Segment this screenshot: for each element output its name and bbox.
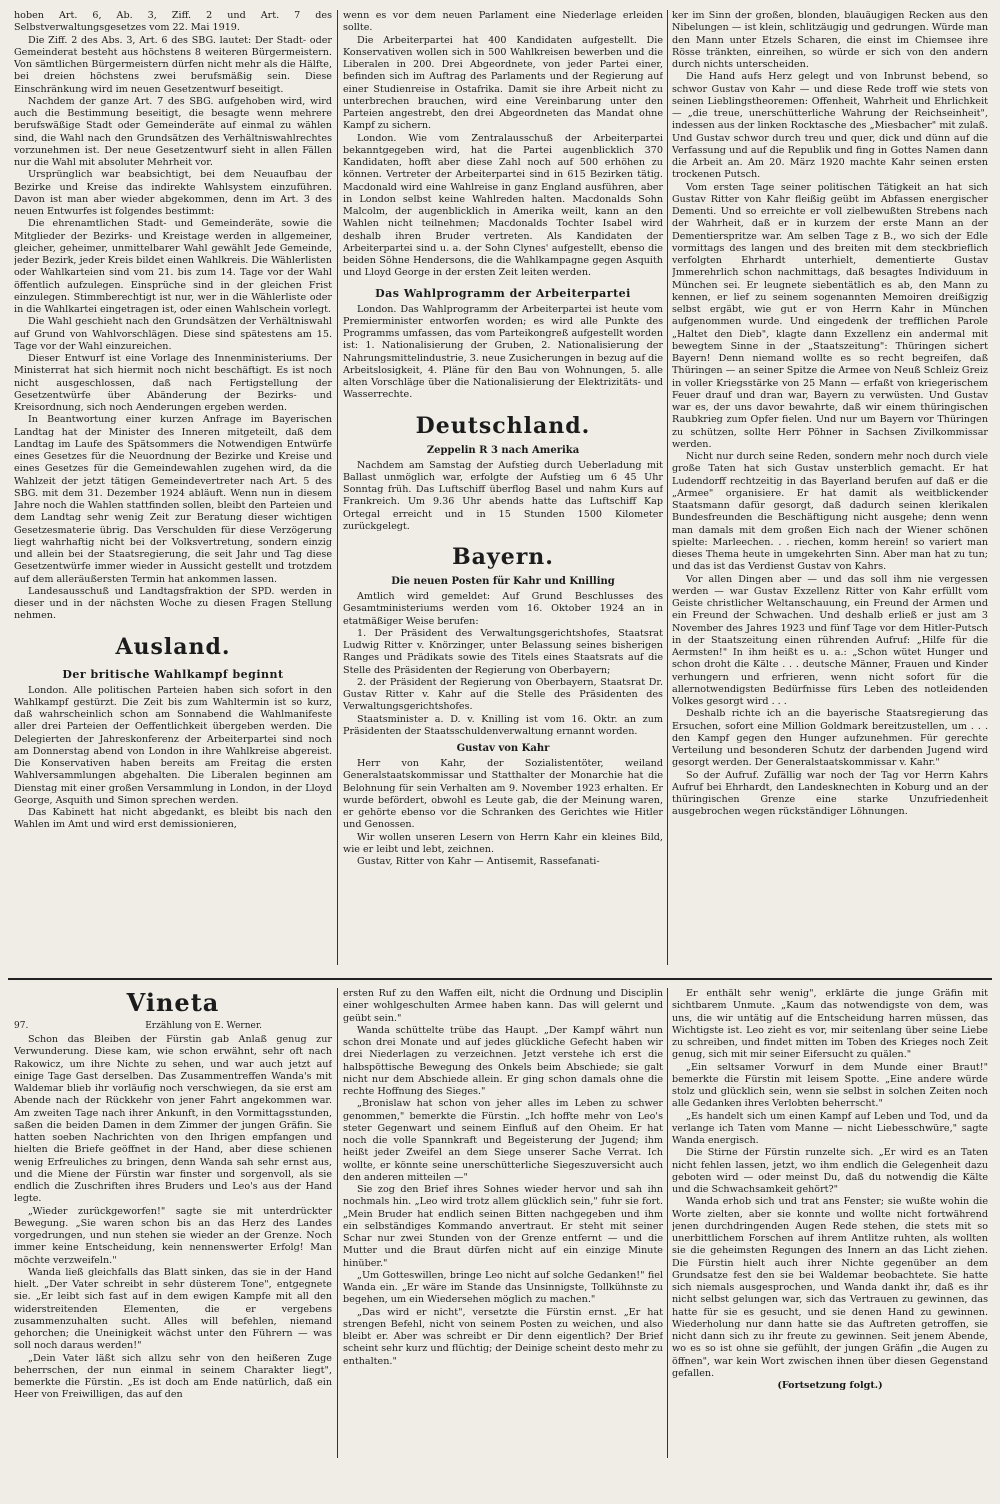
- paragraph: London. Das Wahlprogramm der Arbeiterpartei ist heute vom Premierminister entworfen worden; es wird alle Punkte des Programms umfassen, das vom Parteikongreß aufgestellt worden ist: 1. Nationalisierung der Gruben, 2. Nationalisierung der Nahrungsmittelindustrie, 3. neue Zusicherungen in bezug auf die Arbeitslosigkeit, 4. Pläne für den Bau von Wohnungen, 5. alle alten Vorschläge über die Nationalisierung der Elektrizitäts- und Wasserrechte.: [343, 303, 663, 401]
- paragraph: ker im Sinn der großen, blonden, blauäugigen Recken aus den Nibelungen — ist klein, schlitzäugig und gedrungen. Würde man den Mann unter Etzels Scharen, die einst im Chiemsee ihre Rösse tränkten, einreihen, so würde er sich von den andern durch nichts unterscheiden.: [672, 10, 988, 70]
- paragraph: „Ein seltsamer Vorwurf in dem Munde einer Braut!" bemerkte die Fürstin mit leisem Spotte. „Eine andere würde stolz und glücklich sein, wenn sie selbst in solchen Zeiten noch alle Gedanken ihres Verlobten beherrscht.": [672, 1061, 988, 1110]
- section-heading-deutschland: Deutschland.: [415, 412, 591, 439]
- paragraph: Er enthält sehr wenig", erklärte die junge Gräfin mit sichtbarem Unmute. „Kaum das notwendigste von dem, was uns, die wir untätig auf die Entscheidung harren müssen, das Wichtigste ist. Leo zieht es vor, mir seitenlang über seine Liebe zu schreiben, und findet mitten im Toben des Krieges noch Zeit genug, sich mit mir seiner Eifersucht zu quälen.": [672, 988, 988, 1061]
- paragraph: wenn es vor dem neuen Parlament eine Niederlage erleiden sollte.: [343, 10, 663, 34]
- section-heading-ausland: Ausland.: [115, 633, 231, 660]
- paragraph: Nachdem am Samstag der Aufstieg durch Ueberladung mit Ballast unmöglich war, erfolgte der Aufstieg um 6 45 Uhr Sonntag früh. Das Luftschiff überflog Basel und nahm Kurs auf Frankreich. Um 9.36 Uhr abends hatte das Luftschiff Kap Ortegal erreicht und in 15 Stunden 1500 Kilometer zurückgelegt.: [343, 459, 663, 532]
- serial-byline: Erzählung von E. Werner.: [145, 1021, 262, 1031]
- column-divider: [337, 988, 338, 1458]
- paragraph: Landesausschuß und Landtagsfraktion der SPD. werden in dieser und in der nächsten Woche zu diesen Fragen Stellung nehmen.: [14, 585, 332, 622]
- paragraph: Schon das Bleiben der Fürstin gab Anlaß genug zur Verwunderung. Diese kam, wie schon erwähnt, sehr oft nach Rakowicz, um ihre Nichte zu sehen, und war auch jetzt auf einige Tage Gast derselben. Das Zusammentreffen Wanda's mit Waldemar blieb ihr vorläufig noch verschwiegen, da sie erst am Abende nach der Rückkehr von jener Fahrt angekommen war. Am zweiten Tage nach ihrer Ankunft, in den Vormittagsstunden, saßen die beiden Damen in dem Zimmer der jungen Gräfin. Sie hatten soeben Nachrichten von den Ihrigen empfangen und hielten die Briefe geöffnet in der Hand, aber diese schienen wenig Erfreuliches zu bringen, denn Wanda sah sehr ernst aus, und die Miene der Fürstin war finster und sorgenvoll, als sie endlich die Zuschriften ihres Bruders und Leo's aus der Hand legte.: [14, 1034, 332, 1205]
- article-heading-zeppelin: Zeppelin R 3 nach Amerika: [426, 444, 580, 456]
- article-heading-wahlkampf: Der britische Wahlkampf beginnt: [62, 667, 284, 681]
- serial-title: Vineta: [126, 988, 220, 1017]
- paragraph: „Um Gotteswillen, bringe Leo nicht auf solche Gedanken!" fiel Wanda ein. „Er wäre im Stande das Unsinnigste, Tollkühnste zu begehen, um ein Wiedersehen möglich zu machen.": [343, 1269, 663, 1306]
- paragraph: Dieser Entwurf ist eine Vorlage des Innenministeriums. Der Ministerrat hat sich hiermit noch nicht beschäftigt. Es ist noch nicht ausgeschlossen, daß nach Fertigstellung der Gesetzentwürfe über Abänderung der Bezirks- und Kreisordnung, sich noch Aenderungen ergeben werden.: [14, 353, 332, 413]
- paragraph: Die Arbeiterpartei hat 400 Kandidaten aufgestellt. Die Konservativen wollen sich in 500 Wahlkreisen bewerben und die Liberalen in 200. Drei Abgeordnete, von jeder Partei einer, befinden sich im Auftrag des Parlaments und der Regierung auf einer Studienreise in Ostafrika. Damit sie ihre Arbeit nicht zu unterbrechen brauchen, wird eine Vereinbarung unter den Parteien angestrebt, den drei Abgeordneten das Mandat ohne Kampf zu sichern.: [343, 34, 663, 132]
- column-2: [343, 10, 663, 970]
- paragraph: London. Wie vom Zentralausschuß der Arbeiterpartei bekanntgegeben wird, hat die Partei augenblicklich 370 Kandidaten, hofft aber diese Zahl noch auf 500 erhöhen zu können. Vertreter der Arbeiterpartei sind in 615 Bezirken tätig. Macdonald wird eine Wahlreise in ganz England ausführen, aber in London selbst keine Wahlreden halten. Macdonalds Sohn Malcolm, der augenblicklich in Amerika weilt, kann an den Wahlen nicht teilnehmen; Macdonalds Tochter Isabel wird deshalb ihren Bruder vertreten. Als Kandidaten der Arbeiterpartei sind u. a. der Sohn Clynes' aufgestellt, ebenso die beiden Söhne Hendersons, die die Wahlkampagne gegen Asquith und Lloyd George in der ersten Zeit leiten werden.: [343, 132, 663, 279]
- paragraph: Nachdem der ganze Art. 7 des SBG. aufgehoben wird, wird auch die Bestimmung beseitigt, die besagte wenn mehrere berufswäßige Stadt oder Gemeinderäte auf einmal zu wählen sind, die Wahl nach den Grundsätzen des Verhältniswahlrechtes vorzunehmen ist. Der neue Gesetzentwurf sieht in allen Fällen nur die Wahl mit absoluter Mehrheit vor.: [14, 95, 332, 168]
- serial-number: 97.: [14, 1021, 29, 1031]
- continuation-note: (Fortsetzung folgt.): [777, 1380, 883, 1391]
- feuilleton-column-1: [14, 988, 332, 1493]
- paragraph: 1. Der Präsident des Verwaltungsgerichtshofes, Staatsrat Ludwig Ritter v. Knörzinger, unter Belassung seines bisherigen Ranges und Prädikats sowie des Titels eines Staatsrats auf die Stelle des Präsidenten der Regierung von Oberbayern;: [343, 627, 663, 676]
- paragraph: 2. der Präsident der Regierung von Oberbayern, Staatsrat Dr. Gustav Ritter v. Kahr auf die Stelle des Präsidenten des Verwaltungsgerichtshofes.: [343, 676, 663, 713]
- paragraph: Staatsminister a. D. v. Knilling ist vom 16. Oktr. an zum Präsidenten der Staatsschuldenverwaltung ernannt worden.: [343, 713, 663, 737]
- paragraph: Wir wollen unseren Lesern von Herrn Kahr ein kleines Bild, wie er leibt und lebt, zeichnen.: [343, 831, 663, 855]
- article-heading-kahr: Gustav von Kahr: [456, 743, 550, 754]
- paragraph: Ursprünglich war beabsichtigt, bei dem Neuaufbau der Bezirke und Kreise das indirekte Wahlsystem einzuführen. Davon ist man aber wieder abgekommen, denn im Art. 3 des neuen Entwurfes ist folgendes bestimmt:: [14, 169, 332, 217]
- paragraph: So der Aufruf. Zufällig war noch der Tag vor Herrn Kahrs Aufruf bei Ehrhardt, den Landesknechten in Koburg und an der thüringischen Grenze eine starke Unzufriedenheit ausgebrochen wegen rückständiger Löhnungen.: [672, 769, 988, 818]
- column-divider: [667, 10, 668, 965]
- feuilleton-column-2: [343, 988, 663, 1493]
- column-divider: [667, 988, 668, 1458]
- paragraph: Die Wahl geschieht nach den Grundsätzen der Verhältniswahl auf Grund von Wahlvorschlägen. Diese sind spätestens am 15. Tage vor der Wahl einzureichen.: [14, 316, 332, 352]
- paragraph: „Das wird er nicht", versetzte die Fürstin ernst. „Er hat strengen Befehl, nicht von seinem Posten zu weichen, und also bleibt er. Aber was schreibt er Dir denn eigentlich? Der Brief scheint sehr kurz und flüchtig; der Deinige scheint desto mehr zu enthalten.": [343, 1306, 663, 1367]
- paragraph: Sie zog den Brief ihres Sohnes wieder hervor und sah ihn nochmals hin. „Leo wird trotz allem glücklich sein," fuhr sie fort. „Mein Bruder hat endlich seinen Bitten nachgegeben und ihm ein selbständiges Kommando anvertraut. Er steht mit seiner Schar nur zwei Stunden von der Grenze entfernt — und die Mutter und die Braut dürfen nicht auf ein einzige Minute hinüber.": [343, 1184, 663, 1269]
- paragraph: In Beantwortung einer kurzen Anfrage im Bayerischen Landtag hat der Minister des Inneren mitgeteilt, daß dem Landtag im Laufe des Spätsommers die Notwendigen Entwürfe eines Gesetzes für die Neuordnung der Bezirke und Kreise und eines Gesetzes für die Gemeindewahlen zugehen wird, da die Wahlzeit der jetzt tätigen Gemeindevertreter nach Art. 5 des SBG. mit dem 31. Dezember 1924 abläuft. Wenn nun in diesem Jahre noch die Wahlen stattfinden sollen, bleibt den Parteien und dem Landtag sehr wenig Zeit zur Beratung dieser wichtigen Gesetzesmaterie übrig. Das Verschulden für diese Verzögerung liegt wahrhaftig nicht bei der Volksvertretung, sondern einzig und allein bei der Staatsregierung, die seit Jahr und Tag diese Gesetzentwürfe immer wieder in Aussicht gestellt und trotzdem auf dem alleräußersten Termin hat ankommen lassen.: [14, 414, 332, 585]
- paragraph: Amtlich wird gemeldet: Auf Grund Beschlusses des Gesamtministeriums werden vom 16. Oktober 1924 an in etatmäßiger Weise berufen:: [343, 591, 663, 627]
- section-heading-bayern: Bayern.: [452, 544, 554, 570]
- paragraph: Deshalb richte ich an die bayerische Staatsregierung das Ersuchen, sofort eine Million Goldmark bereitzustellen, um . . . den Kampf gegen den Hunger aufzunehmen. Für gerechte Verteilung und besonderen Schutz der darbenden Jugend wird gesorgt werden. Der Generalstaatskommissar v. Kahr.": [672, 708, 988, 769]
- paragraph: ersten Ruf zu den Waffen eilt, nicht die Ordnung und Disciplin einer wohlgeschulten Armee haben kann. Das will gelernt und geübt sein.": [343, 988, 663, 1024]
- paragraph: Vom ersten Tage seiner politischen Tätigkeit an hat sich Gustav Ritter von Kahr fleißig geübt im Abfassen energischer Dementi. Und so erreichte er voll zielbewußten Strebens nach der Wahrheit, daß er in kurzem der erste Mann an der Dementierspritze war. Am selben Tage z B., wo sich der Edle vormittags des langen und des breiten mit dem steckbrieflich verfolgten Ehrhardt unterhielt, dementierte Gustav Jmmerehrlich schon nachmittags, daß besagtes Individuum in München sei. Er leugnete siebentätlich es ab, den Mann zu kennen, er lief zu seinem sogenannten Memoiren dreißigzig selbst ergäbt, wie gut er von Herrn Kahr in München aufgenommen wurde. Und eingedenk der trefflichen Parole „Haltet den Dieb", klagte dann Exzellenz ein andermal mit bewegtem Sinne in der „Staatszeitung": Thüringen sichert Bayern! Denn niemand wollte es so recht begreifen, daß Thüringen — an seiner Spitze die Armee von Neuß Schleiz Greiz in voller Kriegsstärke von 25 Mann — erfaßt von kriegerischem Feuer drauf und dran war, Bayern zu verwüsten. Und Gustav war es, der uns davor bewahrte, daß wir einem thüringischen Raubkrieg zum Opfer fielen. Und nur um Bayern vor Thüringen zu schützen, sollte Herr Pöhner in Sachsen Zivilkommissar werden.: [672, 181, 988, 450]
- serial-byline-row: [14, 1020, 332, 1032]
- paragraph: Wanda schüttelte trübe das Haupt. „Der Kampf währt nun schon drei Monate und auf jedes glückliche Gefecht haben wir drei Niederlagen zu verzeichnen. Jetzt verstehe ich erst die halbspöttische Bewegung des Onkels beim Abschiede; sie galt nicht nur dem Abschiede allein. Er ging schon damals ohne die rechte Hoffnung des Sieges.": [343, 1024, 663, 1097]
- paragraph: London. Alle politischen Parteien haben sich sofort in den Wahlkampf gestürzt. Die Zeit bis zum Wahltermin ist so kurz, daß wahrscheinlich schon am Sonnabend die Wahlmanifeste aller drei Parteien der Oeffentlichkeit übergeben werden. Die Delegierten der Jahreskonferenz der Arbeiterpartei sind noch am Donnerstag abend von London in ihre Wahlkreise abgereist. Die Konservativen haben bereits am Freitag die ersten Wahlversammlungen abgehalten. Die Liberalen beginnen am Dienstag mit einer großen Versammlung in London, in der Lloyd George, Asquith und Simon sprechen werden.: [14, 684, 332, 806]
- paragraph: „Bronislaw hat schon von jeher alles im Leben zu schwer genommen," bemerkte die Fürstin. „Ich hoffte mehr von Leo's steter Gegenwart und seinem Einfluß auf den Oheim. Er hat noch die volle Spannkraft und Begeisterung der Jugend; ihm heißt jeder Zweifel an dem Siege unserer Sache Verrat. Ich wollte, er könnte seine unerschütterliche Siegeszuversicht auch den anderen mitteilen —": [343, 1098, 663, 1183]
- paragraph: Die ehrenamtlichen Stadt- und Gemeinderäte, sowie die Mitglieder der Bezirks- und Kreistage werden in allgemeiner, gleicher, geheimer, unmittelbarer Wahl gewählt Jede Gemeinde, jeder Bezirk, jeder Kreis bildet einen Wahlkreis. Die Wählerlisten oder Wahlkarteien sind vom 21. bis zum 14. Tage vor der Wahl öffentlich aufzulegen. Einsprüche sind in der gleichen Frist einzulegen. Stimmberechtigt ist nur, wer in die Wählerliste oder in die Wahlkartei eingetragen ist, oder einen Wahlschein vorlegt.: [14, 218, 332, 315]
- article-heading-wahlprogramm: Das Wahlprogramm der Arbeiterpartei: [375, 286, 631, 300]
- paragraph: „Es handelt sich um einen Kampf auf Leben und Tod, und da verlange ich Taten vom Manne — nicht Liebesschwüre," sagte Wanda energisch.: [672, 1110, 988, 1146]
- paragraph: Wanda ließ gleichfalls das Blatt sinken, das sie in der Hand hielt. „Der Vater schreibt in sehr düsterem Tone", entgegnete sie. „Er leibt sich fast auf in dem ewigen Kampfe mit all den widerstreitenden Elementen, die er vergebens zusammenzuhalten sucht. Alles will befehlen, niemand gehorchen; die Uneinigkeit wächst unter den Führern — was soll noch daraus werden!": [14, 1266, 332, 1352]
- paragraph: Nicht nur durch seine Reden, sondern mehr noch durch viele große Taten hat sich Gustav unsterblich gemacht. Er hat Ludendorff rechtzeitig in das Bayerland berufen auf daß er die „Armee" organisiere. Er hat damit als weitblickender Staatsmann dafür gesorgt, daß dadurch seinen klerikalen Bundesfreunden die Beschäftigung nicht ausgehe; denn wenn man damals mit dem großen Eich nach der Wiener schönen spielte: Marleechen. . . riechen, komm herein! so variert man dieses Thema heute in umgekehrten Sinn. Aber man hat zu tun; und das ist das Verdienst Gustav von Kahrs.: [672, 451, 988, 573]
- paragraph: „Dein Vater läßt sich allzu sehr von den heißeren Zuge beherrschen, der nun einmal in seinem Charakter liegt", bemerkte die Fürstin. „Es ist doch am Ende natürlich, daß ein Heer von Freiwilligen, das auf den: [14, 1352, 332, 1401]
- paragraph: Die Hand aufs Herz gelegt und von Inbrunst bebend, so schwor Gustav von Kahr — und diese Rede troff wie stets von seinen Lieblingstheoremen: Offenheit, Wahrheit und Ehrlichkeit — „die treue, unerschütterliche Wahrung der Reichseinheit", indessen aus der linken Rocktasche des „Miesbacher" mit zulaß. Und Gustav schwor durch treu und quer, dick und dünn auf die Verfassung und auf die Republik und fing in Gottes Namen dann die Arbeit an. Am 20. März 1920 machte Kahr seinen ersten trockenen Putsch.: [672, 71, 988, 181]
- paragraph: Gustav, Ritter von Kahr — Antisemit, Rassefanati-: [357, 856, 600, 867]
- paragraph: Herr von Kahr, der Sozialistentöter, weiland Generalstaatskommissar und Statthalter der Monarchie hat die Belohnung für sein Verhalten am 9. November 1923 erhalten. Er wurde befördert, obwohl es Leute gab, die der Meinung waren, er gehörte ebenso vor die Schranken des Gerichtes wie Hitler und Genossen.: [343, 758, 663, 831]
- column-3: [672, 10, 988, 970]
- column-divider: [337, 10, 338, 965]
- feuilleton-divider: [8, 978, 992, 980]
- paragraph: Vor allen Dingen aber — und das soll ihm nie vergessen werden — war Gustav Exzellenz Ritter von Kahr erfüllt vom Geiste christlicher Weltanschauung, ein Freund der Armen und ein Freund der Schwachen. Und deshalb erließ er just am 3 November des Jahres 1923 und fünf Tage vor dem Hitler-Putsch in der Staatszeitung einen rührenden Aufruf: „Hilfe für die Aermsten!" In ihm heißt es u. a.: „Schon wütet Hunger und schon droht die Kälte . . . deutsche Männer, Frauen und Kinder verhungern und erfrieren, wenn nicht sofort für die allernotwendigsten Bedürfnisse fürs Leben des notleidenden Volkes gesorgt wird . . .: [672, 573, 988, 707]
- paragraph: Die Ziff. 2 des Abs. 3, Art. 6 des SBG. lautet: Der Stadt- oder Gemeinderat besteht aus höchstens 8 weiteren Bürgermeistern. Von sämtlichen Bürgermeistern dürfen nicht mehr als die Hälfte, bei dreien höchstens zwei berufsmäßig sein. Diese Einschränkung wird im neuen Gesetzentwurf beseitigt.: [14, 34, 332, 95]
- paragraph: Das Kabinett hat nicht abgedankt, es bleibt bis nach den Wahlen im Amt und wird erst demissionieren,: [14, 807, 332, 831]
- paragraph: hoben Art. 6, Ab. 3, Ziff. 2 und Art. 7 des Selbstverwaltungsgesetzes vom 22. Mai 1919.: [14, 10, 332, 34]
- paragraph: „Wieder zurückgeworfen!" sagte sie mit unterdrückter Bewegung. „Sie waren schon bis an das Herz des Landes vorgedrungen, und nun stehen sie wieder an der Grenze. Noch immer keine Entscheidung, kein nennenswerter Erfolg! Man möchte verzweifeln.": [14, 1205, 332, 1266]
- feuilleton-column-3: [672, 988, 988, 1493]
- column-1: [14, 10, 332, 970]
- paragraph: Die Stirne der Fürstin runzelte sich. „Er wird es an Taten nicht fehlen lassen, jetzt, wo ihm endlich die Gelegenheit dazu geboten wird — oder meinst Du, daß du notwendig die Kälte und die Schwachsamkeit gehört?": [672, 1147, 988, 1195]
- paragraph: Wanda erhob sich und trat ans Fenster; sie wußte wohin die Worte zielten, aber sie konnte und wollte nicht fortwährend jenen durchdringenden Augen Rede stehen, die stets mit so unerbittlichem Forschen auf ihrem Antlitze ruhten, als wollten sie die geheimsten Regungen des Innern an das Licht ziehen. Die Fürstin hielt auch ihrer Nichte gegenüber an dem Grundsatze fest den sie bei Waldemar beobachtete. Sie hatte sich niemals ausgesprochen, und Wanda dankt ihr, daß es ihr nicht selbst gelungen war, sich das Vertrauen zu gewinnen, das hatte für sie es gesucht, und sie denen Hand zu gewinnen. Wiederholung nur dann hatte sie das Auftreten getroffen, sie nicht dann sich zu ihr freute zu gewinnen. Seit jenem Abende, wo es so ist ohne sie gefühlt, der jungen Gräfin „die Augen zu öffnen", war kein Wort zwischen ihnen über diesen Gegenstand gefallen.: [672, 1196, 988, 1379]
- article-heading-posten: Die neuen Posten für Kahr und Knilling: [391, 576, 615, 587]
